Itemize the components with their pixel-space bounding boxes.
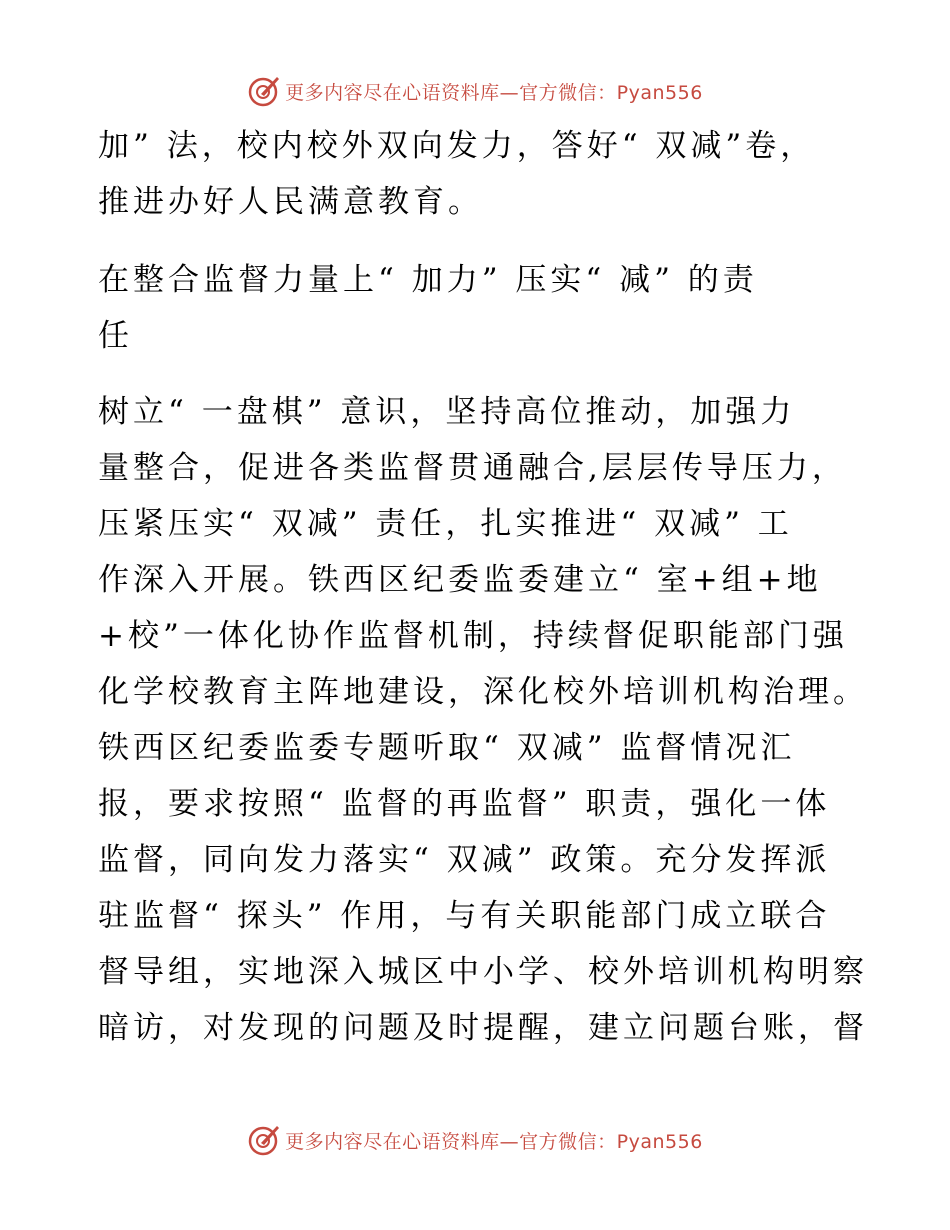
text-line: 化学校教育主阵地建设，深化校外培训机构治理。 <box>98 674 868 710</box>
footer-banner <box>0 1120 950 1160</box>
text-line: 加” 法，校内校外双向发力，答好“ 双减”卷， <box>98 128 816 164</box>
text-line: 推进办好人民满意教育。 <box>98 184 483 220</box>
text-line: 量整合，促进各类监督贯通融合,层层传导压力， <box>98 450 847 486</box>
text-line: 报，要求按照“ 监督的再监督” 职责，强化一体 <box>98 786 831 822</box>
text-line: +校”一体化协作监督机制，持续督促职能部门强 <box>98 618 848 654</box>
banner-text: 更多内容尽在心语资料库—官方微信：Pyan556 <box>285 1130 703 1153</box>
text-line: 监督，同向发力落实“ 双减” 政策。充分发挥派 <box>98 842 831 878</box>
text-line: 压紧压实“ 双减” 责任，扎实推进“ 双减” 工 <box>98 506 793 542</box>
text-line: 作深入开展。铁西区纪委监委建立“ 室+组+地 <box>98 562 822 598</box>
paragraph <box>98 384 868 1056</box>
text-line: 暗访，对发现的问题及时提醒，建立问题台账，督 <box>98 1010 868 1046</box>
section-heading <box>98 252 850 364</box>
banner-text: 更多内容尽在心语资料库—官方微信：Pyan556 <box>285 81 703 104</box>
text-line: 铁西区纪委监委专题听取“ 双减” 监督情况汇 <box>98 730 796 766</box>
text-line: 任 <box>98 318 133 354</box>
pen-circle-logo-icon <box>247 1123 281 1157</box>
pen-circle-logo-icon <box>247 74 281 108</box>
header-banner <box>0 71 950 111</box>
text-line: 在整合监督力量上“ 加力” 压实“ 减” 的责 <box>98 262 758 298</box>
paragraph-continuation <box>98 118 850 230</box>
text-line: 树立“ 一盘棋” 意识，坚持高位推动，加强力 <box>98 394 796 430</box>
text-line: 驻监督“ 探头” 作用，与有关职能部门成立联合 <box>98 898 831 934</box>
text-line: 督导组，实地深入城区中小学、校外培训机构明察 <box>98 954 868 990</box>
